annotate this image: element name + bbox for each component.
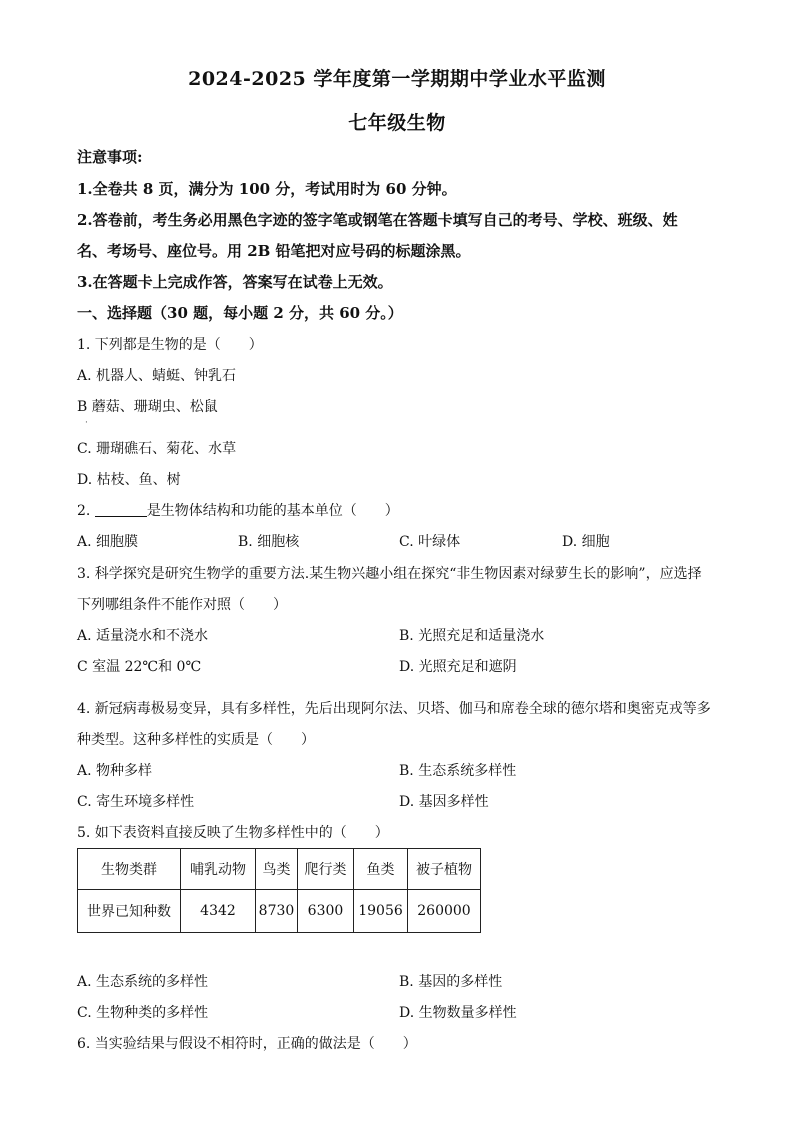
table-header-cell: 生物类群 (78, 849, 181, 890)
exam-title: 2024-2025 学年度第一学期期中学业水平监测 (188, 68, 606, 90)
table-row (78, 890, 481, 933)
q2-option-d: D. 细胞 (562, 534, 610, 550)
q5-stem: 5. 如下表资料直接反映了生物多样性中的（ ） (77, 825, 389, 841)
q2-option-a: A. 细胞膜 (77, 534, 139, 550)
notice-item-2-line-1: 2.答卷前，考生务必用黑色字迹的签字笔或钢笔在答题卡填写自己的考号、学校、班级、姓 (77, 211, 678, 229)
q2-option-c: C. 叶绿体 (399, 534, 461, 550)
q2-stem (77, 500, 399, 520)
q6-stem: 6. 当实验结果与假设不相符时，正确的做法是（ ） (77, 1036, 417, 1052)
q3-stem-line-1: 3. 科学探究是研究生物学的重要方法.某生物兴趣小组在探究“非生物因素对绿萝生长的影响”，应选择 (77, 566, 702, 582)
table-header-cell: 鸟类 (256, 849, 298, 890)
table-cell: 19056 (354, 890, 408, 933)
notice-heading: 注意事项: (77, 148, 143, 166)
table-cell: 260000 (408, 890, 481, 933)
table-cell: 8730 (256, 890, 298, 933)
notice-item-3: 3.在答题卡上完成作答，答案写在试卷上无效。 (77, 273, 393, 291)
q4-stem-line-1: 4. 新冠病毒极易变异，具有多样性，先后出现阿尔法、贝塔、伽马和席卷全球的德尔塔和奥密克戎等多 (77, 701, 711, 717)
table-header-cell: 鱼类 (354, 849, 408, 890)
q5-option-a: A. 生态系统的多样性 (77, 974, 209, 990)
table-cell: 世界已知种数 (78, 890, 181, 933)
table-cell: 4342 (181, 890, 256, 933)
exam-subtitle: 七年级生物 (348, 112, 446, 134)
stray-mark: · (85, 418, 88, 428)
table-header-cell: 爬行类 (298, 849, 354, 890)
table-cell: 6300 (298, 890, 354, 933)
table-header-cell: 哺乳动物 (181, 849, 256, 890)
q1-stem: 1. 下列都是生物的是（ ） (77, 337, 263, 353)
q5-option-d: D. 生物数量多样性 (399, 1005, 517, 1021)
q1-option-d: D. 枯枝、鱼、树 (77, 472, 181, 488)
q4-option-a: A. 物种多样 (77, 763, 153, 779)
q1-option-b: B 蘑菇、珊瑚虫、松鼠 (77, 399, 218, 415)
q2-blank (95, 502, 147, 517)
table-header-cell: 被子植物 (408, 849, 481, 890)
q5-option-b: B. 基因的多样性 (399, 974, 503, 990)
notice-item-2-line-2: 名、考场号、座位号。用 2B 铅笔把对应号码的标题涂黑。 (77, 242, 471, 260)
table-header-row (78, 849, 481, 890)
notice-item-1: 1.全卷共 8 页，满分为 100 分，考试用时为 60 分钟。 (77, 180, 457, 198)
q3-stem-line-2: 下列哪组条件不能作对照（ ） (77, 597, 287, 613)
q1-option-c: C. 珊瑚礁石、菊花、水草 (77, 441, 237, 457)
q2-stem-text: 是生物体结构和功能的基本单位（ ） (146, 503, 399, 519)
q2-option-b: B. 细胞核 (238, 534, 300, 550)
q3-option-a: A. 适量浇水和不浇水 (77, 628, 209, 644)
q4-option-b: B. 生态系统多样性 (399, 763, 517, 779)
q1-option-a: A. 机器人、蜻蜓、钟乳石 (77, 368, 237, 384)
section-heading: 一、选择题（30 题，每小题 2 分，共 60 分。） (77, 304, 403, 322)
q3-option-d: D. 光照充足和遮阴 (399, 659, 517, 675)
q5-option-c: C. 生物种类的多样性 (77, 1005, 209, 1021)
species-table (77, 848, 481, 933)
q4-stem-line-2: 种类型。这种多样性的实质是（ ） (77, 732, 315, 748)
q3-option-b: B. 光照充足和适量浇水 (399, 628, 545, 644)
q3-option-c: C 室温 22℃和 0℃ (77, 659, 202, 675)
q4-option-d: D. 基因多样性 (399, 794, 489, 810)
q2-number: 2. (77, 503, 95, 519)
q4-option-c: C. 寄生环境多样性 (77, 794, 195, 810)
